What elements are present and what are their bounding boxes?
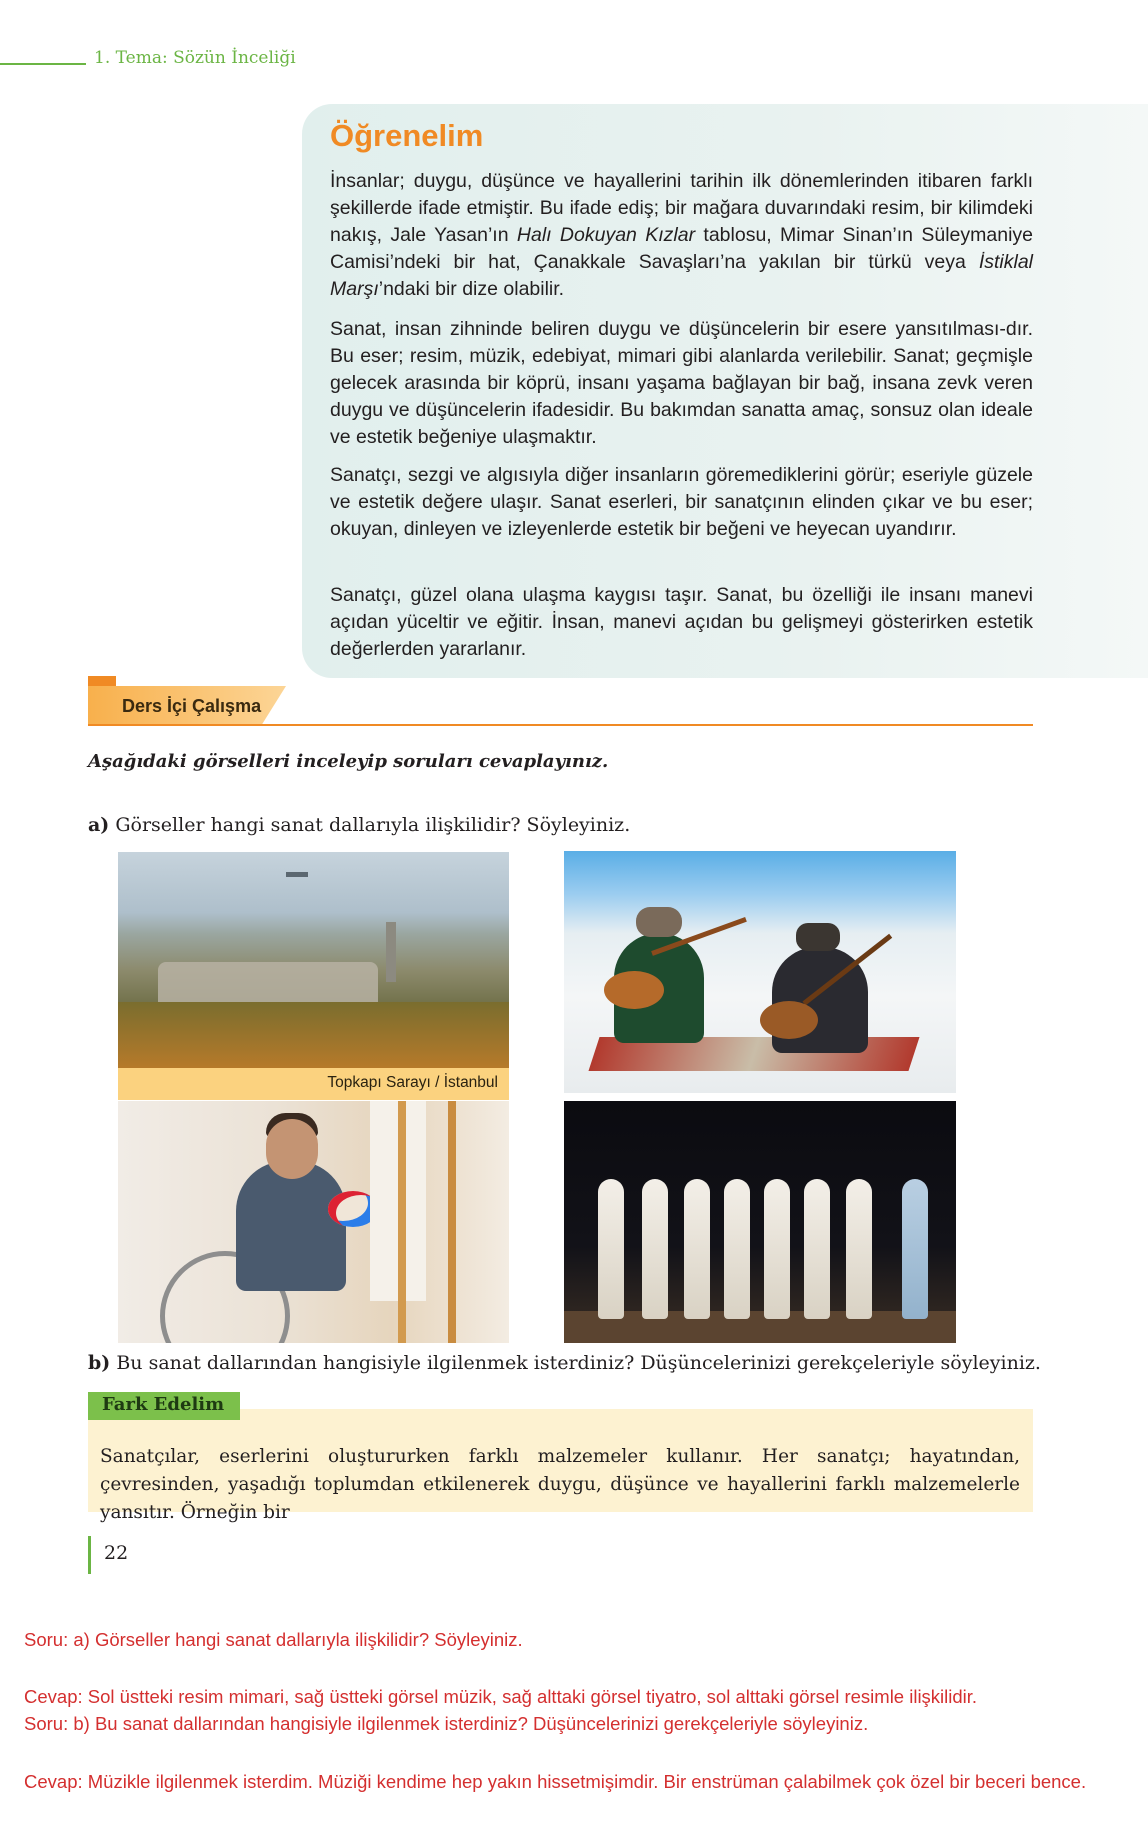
page-number: 22	[104, 1542, 129, 1564]
activity-rule	[88, 724, 1033, 726]
learn-title: Öğrenelim	[330, 118, 484, 153]
learn-paragraph-3: Sanatçı, sezgi ve algısıyla diğer insanların göremediklerini görür; eseriyle güzele ve estetik değere ulaşır. Sanat eserleri, bir sanatçının elinden çıkar ve bu eser; okuyan, dinleyen ve izleyenlerde estetik bir beğeni ve heyecan uyandırır.	[330, 464, 1033, 540]
answer-question-a: Soru: a) Görseller hangi sanat dallarıyla ilişkilidir? Söyleyiniz.	[24, 1629, 523, 1650]
question-a: a) Görseller hangi sanat dallarıyla ilişkilidir? Söyleyiniz.	[88, 814, 631, 836]
learn-paragraph-2: Sanat, insan zihninde beliren duygu ve düşüncelerin bir esere yansıtılması-dır. Bu eser; resim, müzik, edebiyat, mimari gibi alanlarda verilebilir. Sanat; geçmişle gelecek arasında bir köprü, insanı yaşama bağlayan bir bağ, insana zevk veren duygu ve düşüncelerin ifadesidir. Bu bakımdan sanatta amaç, sonsuz olan ideale ve estetik beğeniye ulaşmaktır.	[330, 318, 1033, 448]
notice-label: Fark Edelim	[102, 1394, 225, 1415]
learn-paragraph-4: Sanatçı, güzel olana ulaşma kaygısı taşır. Sanat, bu özelliği ile insanı manevi açıdan yüceltir ve eğitir. İnsan, manevi açıdan bu gelişmeyi gösterirken estetik değerlerden yararlanır.	[330, 584, 1033, 660]
answer-question-b: Soru: b) Bu sanat dallarından hangisiyle ilgilenmek isterdiniz? Düşüncelerinizi gerekçeleriyle söyleyiniz.	[24, 1713, 869, 1734]
activity-instruction: Aşağıdaki görselleri inceleyip soruları cevaplayınız.	[88, 751, 609, 772]
header-rule	[0, 63, 86, 65]
learn-paragraph-1: İnsanlar; duygu, düşünce ve hayallerini tarihin ilk dönemlerinden itibaren farklı şekillerde ifade etmiştir. Bu ifade ediş; bir mağara duvarındaki resim, bir kilimdeki nakış, Jale Yasan’ın Halı Dokuyan Kızlar tablosu, Mimar Sinan’ın Süleymaniye Camisi’ndeki bir hat, Çanakkale Savaşları’na yakılan bir türkü veya İstiklal Marşı’ndaki bir dize olabilir.	[330, 170, 1033, 300]
painter-photo	[118, 1101, 509, 1343]
page-number-bar	[88, 1536, 91, 1574]
answer-b: Cevap: Müzikle ilgilenmek isterdim. Müziği kendime hep yakın hissetmişimdir. Bir enstrüman çalabilmek çok özel bir beceri bence.	[24, 1771, 1087, 1792]
musicians-photo	[564, 851, 956, 1093]
question-b: b) Bu sanat dallarından hangisiyle ilgilenmek isterdiniz? Düşüncelerinizi gerekçeleriyle söyleyiniz.	[88, 1352, 1041, 1374]
answer-a: Cevap: Sol üstteki resim mimari, sağ üstteki görsel müzik, sağ alttaki görsel tiyatro, sol alttaki görsel resimle ilişkilidir.	[24, 1686, 978, 1707]
theme-title: 1. Tema: Sözün İnceliği	[94, 48, 296, 68]
notice-text: Sanatçılar, eserlerini oluştururken farklı malzemeler kullanır. Her sanatçı; hayatından, çevresinden, yaşadığı toplumdan etkilenerek duygu, düşünce ve hayallerini farklı malzemelerle yansıtır. Örneğin bir	[100, 1446, 1020, 1523]
activity-label: Ders İçi Çalışma	[122, 696, 262, 716]
topkapi-palace-photo	[118, 852, 509, 1068]
photo-caption: Topkapı Sarayı / İstanbul	[327, 1074, 498, 1091]
theatre-photo	[564, 1101, 956, 1343]
